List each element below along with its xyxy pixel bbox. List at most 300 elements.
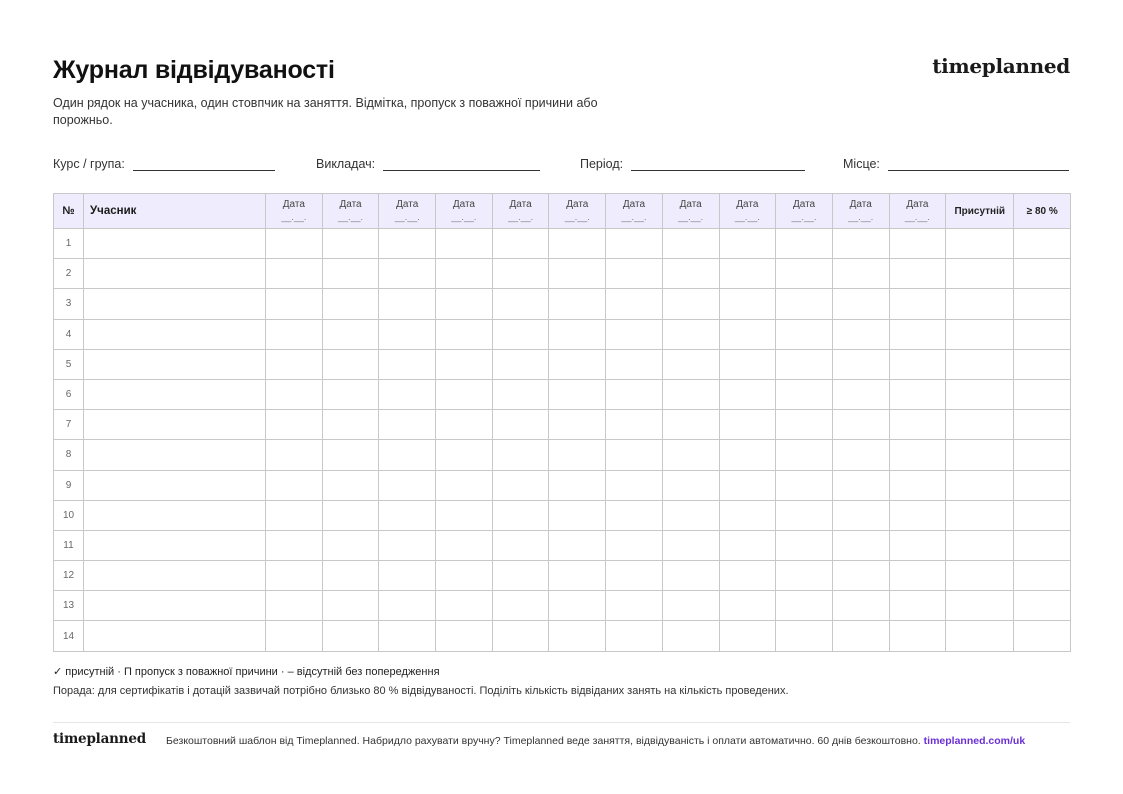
attendance-cell[interactable] — [606, 319, 663, 349]
date-label: Дата — [509, 199, 532, 210]
attendance-cell[interactable] — [379, 319, 436, 349]
attendance-cell[interactable] — [832, 229, 889, 259]
date-column-header — [832, 194, 889, 229]
attendance-cell[interactable] — [719, 289, 776, 319]
legend-text: ✓ присутній · П пропуск з поважної причини · – відсутній без попередження — [53, 666, 440, 678]
summary-cell[interactable] — [946, 349, 1014, 379]
attendance-cell[interactable] — [379, 470, 436, 500]
attendance-cell[interactable] — [266, 530, 323, 560]
attendance-cell[interactable] — [832, 319, 889, 349]
attendance-cell[interactable] — [832, 349, 889, 379]
attendance-cell[interactable] — [549, 440, 606, 470]
attendance-cell[interactable] — [322, 530, 379, 560]
attendance-cell[interactable] — [719, 259, 776, 289]
summary-cell[interactable] — [946, 410, 1014, 440]
attendance-cell[interactable] — [776, 349, 833, 379]
attendance-cell[interactable] — [606, 561, 663, 591]
attendance-cell[interactable] — [436, 561, 493, 591]
attendance-cell[interactable] — [719, 440, 776, 470]
attendance-cell[interactable] — [549, 410, 606, 440]
attendance-cell[interactable] — [832, 440, 889, 470]
attendance-cell[interactable] — [719, 229, 776, 259]
attendance-cell[interactable] — [436, 379, 493, 409]
row-number: 8 — [54, 440, 84, 470]
attendance-cell[interactable] — [379, 229, 436, 259]
period-label: Період: — [580, 157, 624, 171]
summary-cell[interactable] — [1014, 591, 1071, 621]
participant-cell[interactable] — [84, 259, 266, 289]
period-field — [580, 157, 805, 171]
attendance-cell[interactable] — [549, 621, 606, 651]
attendance-cell[interactable] — [832, 530, 889, 560]
attendance-cell[interactable] — [322, 561, 379, 591]
teacher-label: Викладач: — [316, 157, 376, 171]
attendance-cell[interactable] — [322, 621, 379, 651]
summary-cell[interactable] — [946, 259, 1014, 289]
summary-cell[interactable] — [946, 229, 1014, 259]
attendance-cell[interactable] — [776, 379, 833, 409]
attendance-cell[interactable] — [379, 349, 436, 379]
attendance-cell[interactable] — [832, 410, 889, 440]
attendance-cell[interactable] — [549, 379, 606, 409]
summary-cell[interactable] — [946, 500, 1014, 530]
summary-cell[interactable] — [1014, 229, 1071, 259]
attendance-cell[interactable] — [549, 289, 606, 319]
date-label: Дата — [679, 199, 702, 210]
attendance-cell[interactable] — [662, 289, 719, 319]
attendance-cell[interactable] — [606, 229, 663, 259]
attendance-cell[interactable] — [436, 621, 493, 651]
table-row — [54, 530, 1071, 560]
attendance-cell[interactable] — [492, 229, 549, 259]
attendance-cell[interactable] — [492, 379, 549, 409]
table-row — [54, 379, 1071, 409]
attendance-cell[interactable] — [436, 229, 493, 259]
attendance-cell[interactable] — [379, 289, 436, 319]
attendance-cell[interactable] — [379, 530, 436, 560]
attendance-cell[interactable] — [889, 500, 946, 530]
attendance-cell[interactable] — [662, 229, 719, 259]
summary-cell[interactable] — [946, 591, 1014, 621]
date-column-header — [379, 194, 436, 229]
attendance-cell[interactable] — [492, 349, 549, 379]
attendance-cell[interactable] — [662, 591, 719, 621]
course-field — [53, 157, 275, 171]
attendance-cell[interactable] — [266, 259, 323, 289]
date-column-header — [266, 194, 323, 229]
date-label: Дата — [339, 199, 362, 210]
attendance-cell[interactable] — [776, 319, 833, 349]
period-line[interactable] — [631, 160, 805, 171]
attendance-cell[interactable] — [662, 561, 719, 591]
attendance-cell[interactable] — [662, 621, 719, 651]
participant-cell[interactable] — [84, 379, 266, 409]
attendance-cell[interactable] — [606, 349, 663, 379]
page-header — [53, 56, 1070, 85]
attendance-cell[interactable] — [436, 470, 493, 500]
row-number: 3 — [54, 289, 84, 319]
summary-cell[interactable] — [946, 561, 1014, 591]
summary-cell[interactable] — [1014, 530, 1071, 560]
participant-cell[interactable] — [84, 561, 266, 591]
row-number: 14 — [54, 621, 84, 651]
date-column-header — [776, 194, 833, 229]
date-label: Дата — [622, 199, 646, 210]
attendance-cell[interactable] — [549, 591, 606, 621]
date-column-header — [719, 194, 776, 229]
page-subtitle: Один рядок на учасника, один стовпчик на заняття. Відмітка, пропуск з поважної причини або порожньо. — [53, 96, 598, 127]
attendance-cell[interactable] — [322, 470, 379, 500]
attendance-cell[interactable] — [719, 591, 776, 621]
date-placeholder[interactable]: __.__. — [904, 212, 930, 222]
attendance-cell[interactable] — [549, 349, 606, 379]
row-number: 7 — [54, 410, 84, 440]
date-column-header — [436, 194, 493, 229]
attendance-cell[interactable] — [492, 440, 549, 470]
participant-cell[interactable] — [84, 591, 266, 621]
place-field — [843, 157, 1069, 171]
attendance-cell[interactable] — [492, 319, 549, 349]
table-row — [54, 289, 1071, 319]
footer-description: Безкоштовний шаблон від Timeplanned. Набридло рахувати вручну? Timeplanned веде заняття, відвідуваність і оплати автоматично. 60 днів безкоштовно. — [166, 735, 921, 747]
attendance-cell[interactable] — [322, 410, 379, 440]
attendance-cell[interactable] — [266, 289, 323, 319]
row-number: 10 — [54, 500, 84, 530]
tip-text: Порада: для сертифікатів і дотацій зазвичай потрібно близько 80 % відвідуваності. Поділіть кількість відвіданих занять на кількість проведених. — [53, 685, 789, 697]
attendance-cell[interactable] — [662, 410, 719, 440]
attendance-cell[interactable] — [889, 591, 946, 621]
attendance-cell[interactable] — [379, 561, 436, 591]
footer-divider — [53, 722, 1070, 723]
table-body — [54, 229, 1071, 652]
attendance-cell[interactable] — [662, 379, 719, 409]
attendance-cell[interactable] — [832, 500, 889, 530]
attendance-cell[interactable] — [549, 500, 606, 530]
attendance-cell[interactable] — [492, 410, 549, 440]
attendance-cell[interactable] — [889, 379, 946, 409]
attendance-cell[interactable] — [606, 379, 663, 409]
row-number: 13 — [54, 591, 84, 621]
attendance-cell[interactable] — [889, 621, 946, 651]
col-number-header: № — [54, 194, 84, 229]
attendance-cell[interactable] — [832, 379, 889, 409]
attendance-cell[interactable] — [379, 410, 436, 440]
table-row — [54, 410, 1071, 440]
course-label: Курс / група: — [53, 157, 125, 171]
attendance-cell[interactable] — [492, 621, 549, 651]
attendance-cell[interactable] — [379, 621, 436, 651]
participant-cell[interactable] — [84, 621, 266, 651]
attendance-cell[interactable] — [266, 410, 323, 440]
summary-cell[interactable] — [1014, 319, 1071, 349]
row-number: 9 — [54, 470, 84, 500]
table-row — [54, 470, 1071, 500]
date-label: Дата — [282, 199, 305, 210]
summary-cell[interactable] — [946, 289, 1014, 319]
attendance-cell[interactable] — [606, 289, 663, 319]
col-percent-header: ≥ 80 % — [1014, 194, 1071, 229]
attendance-cell[interactable] — [606, 470, 663, 500]
attendance-cell[interactable] — [889, 259, 946, 289]
attendance-cell[interactable] — [719, 621, 776, 651]
attendance-cell[interactable] — [832, 470, 889, 500]
info-fields — [53, 157, 1070, 173]
attendance-cell[interactable] — [606, 500, 663, 530]
attendance-cell[interactable] — [776, 229, 833, 259]
participant-cell[interactable] — [84, 289, 266, 319]
attendance-cell[interactable] — [492, 289, 549, 319]
attendance-cell[interactable] — [436, 530, 493, 560]
attendance-cell[interactable] — [662, 470, 719, 500]
attendance-cell[interactable] — [776, 591, 833, 621]
summary-cell[interactable] — [1014, 470, 1071, 500]
summary-cell[interactable] — [946, 530, 1014, 560]
date-label: Дата — [792, 199, 816, 210]
attendance-cell[interactable] — [889, 470, 946, 500]
footer-text — [166, 735, 1025, 747]
summary-cell[interactable] — [946, 621, 1014, 651]
course-line[interactable] — [133, 160, 275, 171]
table-row — [54, 561, 1071, 591]
attendance-cell[interactable] — [322, 591, 379, 621]
page-title: Журнал відвідуваності — [53, 56, 335, 84]
attendance-cell[interactable] — [436, 259, 493, 289]
date-placeholder[interactable]: __.__. — [791, 212, 817, 222]
attendance-cell[interactable] — [266, 591, 323, 621]
attendance-cell[interactable] — [662, 259, 719, 289]
attendance-cell[interactable] — [776, 410, 833, 440]
date-placeholder[interactable]: __.__. — [678, 212, 704, 222]
attendance-cell[interactable] — [379, 591, 436, 621]
date-placeholder[interactable]: __.__. — [281, 212, 307, 222]
date-column-header — [889, 194, 946, 229]
date-label: Дата — [906, 199, 929, 210]
participant-cell[interactable] — [84, 470, 266, 500]
date-placeholder[interactable]: __.__. — [338, 212, 364, 222]
place-line[interactable] — [888, 160, 1069, 171]
date-label: Дата — [452, 199, 475, 210]
attendance-cell[interactable] — [436, 349, 493, 379]
date-column-header — [322, 194, 379, 229]
attendance-cell[interactable] — [436, 440, 493, 470]
attendance-cell[interactable] — [719, 410, 776, 440]
table-row — [54, 229, 1071, 259]
summary-cell[interactable] — [1014, 289, 1071, 319]
attendance-cell[interactable] — [436, 319, 493, 349]
row-number: 1 — [54, 229, 84, 259]
table-row — [54, 500, 1071, 530]
attendance-cell[interactable] — [492, 500, 549, 530]
attendance-cell[interactable] — [266, 229, 323, 259]
attendance-cell[interactable] — [776, 530, 833, 560]
attendance-cell[interactable] — [549, 561, 606, 591]
attendance-cell[interactable] — [549, 530, 606, 560]
attendance-cell[interactable] — [322, 259, 379, 289]
attendance-cell[interactable] — [322, 379, 379, 409]
attendance-cell[interactable] — [266, 621, 323, 651]
attendance-cell[interactable] — [322, 289, 379, 319]
attendance-cell[interactable] — [662, 500, 719, 530]
row-number: 11 — [54, 530, 84, 560]
row-number: 4 — [54, 319, 84, 349]
table-row — [54, 259, 1071, 289]
attendance-cell[interactable] — [889, 410, 946, 440]
place-label: Місце: — [843, 157, 880, 171]
table-header-row — [54, 194, 1071, 229]
attendance-cell[interactable] — [889, 349, 946, 379]
participant-cell[interactable] — [84, 319, 266, 349]
attendance-cell[interactable] — [776, 561, 833, 591]
attendance-cell[interactable] — [889, 289, 946, 319]
attendance-table — [53, 193, 1071, 652]
date-placeholder[interactable]: __.__. — [451, 212, 477, 222]
date-label: Дата — [396, 199, 419, 210]
attendance-cell[interactable] — [776, 259, 833, 289]
date-placeholder[interactable]: __.__. — [564, 212, 590, 222]
date-placeholder[interactable]: __.__. — [734, 212, 760, 222]
attendance-cell[interactable] — [889, 530, 946, 560]
col-present-header: Присутній — [946, 194, 1014, 229]
attendance-cell[interactable] — [549, 319, 606, 349]
attendance-cell[interactable] — [266, 379, 323, 409]
attendance-cell[interactable] — [436, 500, 493, 530]
date-label: Дата — [736, 199, 759, 210]
participant-cell[interactable] — [84, 530, 266, 560]
date-column-header — [549, 194, 606, 229]
attendance-cell[interactable] — [832, 591, 889, 621]
attendance-cell[interactable] — [606, 591, 663, 621]
attendance-cell[interactable] — [436, 591, 493, 621]
date-column-header — [492, 194, 549, 229]
attendance-cell[interactable] — [322, 500, 379, 530]
table-row — [54, 349, 1071, 379]
date-placeholder[interactable]: __.__. — [394, 212, 420, 222]
teacher-line[interactable] — [383, 160, 540, 171]
date-placeholder[interactable]: __.__. — [508, 212, 534, 222]
attendance-cell[interactable] — [549, 470, 606, 500]
attendance-cell[interactable] — [832, 289, 889, 319]
attendance-cell[interactable] — [436, 289, 493, 319]
col-participant-header: Учасник — [84, 194, 266, 229]
attendance-cell[interactable] — [379, 259, 436, 289]
participant-cell[interactable] — [84, 229, 266, 259]
table-row — [54, 440, 1071, 470]
attendance-cell[interactable] — [379, 379, 436, 409]
attendance-cell[interactable] — [662, 349, 719, 379]
attendance-cell[interactable] — [322, 229, 379, 259]
teacher-field — [316, 157, 540, 171]
footer-link[interactable]: timeplanned.com/uk — [923, 735, 1026, 747]
summary-cell[interactable] — [1014, 440, 1071, 470]
attendance-cell[interactable] — [606, 259, 663, 289]
participant-cell[interactable] — [84, 349, 266, 379]
date-label: Дата — [566, 199, 589, 210]
attendance-cell[interactable] — [492, 561, 549, 591]
attendance-cell[interactable] — [266, 561, 323, 591]
attendance-cell[interactable] — [719, 319, 776, 349]
attendance-cell[interactable] — [379, 440, 436, 470]
attendance-cell[interactable] — [832, 259, 889, 289]
attendance-cell[interactable] — [322, 319, 379, 349]
attendance-cell[interactable] — [889, 319, 946, 349]
attendance-cell[interactable] — [776, 470, 833, 500]
row-number: 6 — [54, 379, 84, 409]
summary-cell[interactable] — [1014, 349, 1071, 379]
attendance-cell[interactable] — [266, 349, 323, 379]
participant-cell[interactable] — [84, 500, 266, 530]
attendance-cell[interactable] — [549, 259, 606, 289]
summary-cell[interactable] — [1014, 621, 1071, 651]
row-number: 5 — [54, 349, 84, 379]
attendance-cell[interactable] — [662, 319, 719, 349]
summary-cell[interactable] — [1014, 561, 1071, 591]
participant-cell[interactable] — [84, 440, 266, 470]
attendance-cell[interactable] — [719, 470, 776, 500]
attendance-cell[interactable] — [266, 319, 323, 349]
attendance-cell[interactable] — [662, 530, 719, 560]
attendance-cell[interactable] — [606, 530, 663, 560]
date-placeholder[interactable]: __.__. — [848, 212, 874, 222]
attendance-cell[interactable] — [719, 530, 776, 560]
attendance-cell[interactable] — [719, 379, 776, 409]
attendance-cell[interactable] — [776, 440, 833, 470]
attendance-cell[interactable] — [492, 530, 549, 560]
attendance-cell[interactable] — [492, 259, 549, 289]
participant-cell[interactable] — [84, 410, 266, 440]
attendance-cell[interactable] — [719, 500, 776, 530]
attendance-cell[interactable] — [266, 440, 323, 470]
attendance-cell[interactable] — [322, 349, 379, 379]
table-row — [54, 319, 1071, 349]
attendance-cell[interactable] — [776, 621, 833, 651]
attendance-cell[interactable] — [436, 410, 493, 440]
attendance-cell[interactable] — [549, 229, 606, 259]
date-placeholder[interactable]: __.__. — [621, 212, 647, 222]
summary-cell[interactable] — [1014, 500, 1071, 530]
summary-cell[interactable] — [946, 379, 1014, 409]
attendance-cell[interactable] — [266, 500, 323, 530]
attendance-cell[interactable] — [606, 621, 663, 651]
attendance-cell[interactable] — [492, 470, 549, 500]
date-column-header — [606, 194, 663, 229]
attendance-cell[interactable] — [492, 591, 549, 621]
summary-cell[interactable] — [1014, 379, 1071, 409]
date-column-header — [662, 194, 719, 229]
summary-cell[interactable] — [946, 319, 1014, 349]
summary-cell[interactable] — [946, 440, 1014, 470]
attendance-cell[interactable] — [776, 289, 833, 319]
attendance-cell[interactable] — [322, 440, 379, 470]
summary-cell[interactable] — [946, 470, 1014, 500]
attendance-cell[interactable] — [606, 440, 663, 470]
attendance-cell[interactable] — [776, 500, 833, 530]
attendance-cell[interactable] — [662, 440, 719, 470]
summary-cell[interactable] — [1014, 259, 1071, 289]
date-label: Дата — [849, 199, 872, 210]
attendance-cell[interactable] — [266, 470, 323, 500]
attendance-cell[interactable] — [606, 410, 663, 440]
attendance-cell[interactable] — [379, 500, 436, 530]
summary-cell[interactable] — [1014, 410, 1071, 440]
attendance-cell[interactable] — [889, 440, 946, 470]
attendance-cell[interactable] — [719, 561, 776, 591]
attendance-cell[interactable] — [832, 561, 889, 591]
attendance-cell[interactable] — [719, 349, 776, 379]
row-number: 2 — [54, 259, 84, 289]
attendance-cell[interactable] — [889, 229, 946, 259]
attendance-cell[interactable] — [889, 561, 946, 591]
attendance-cell[interactable] — [832, 621, 889, 651]
